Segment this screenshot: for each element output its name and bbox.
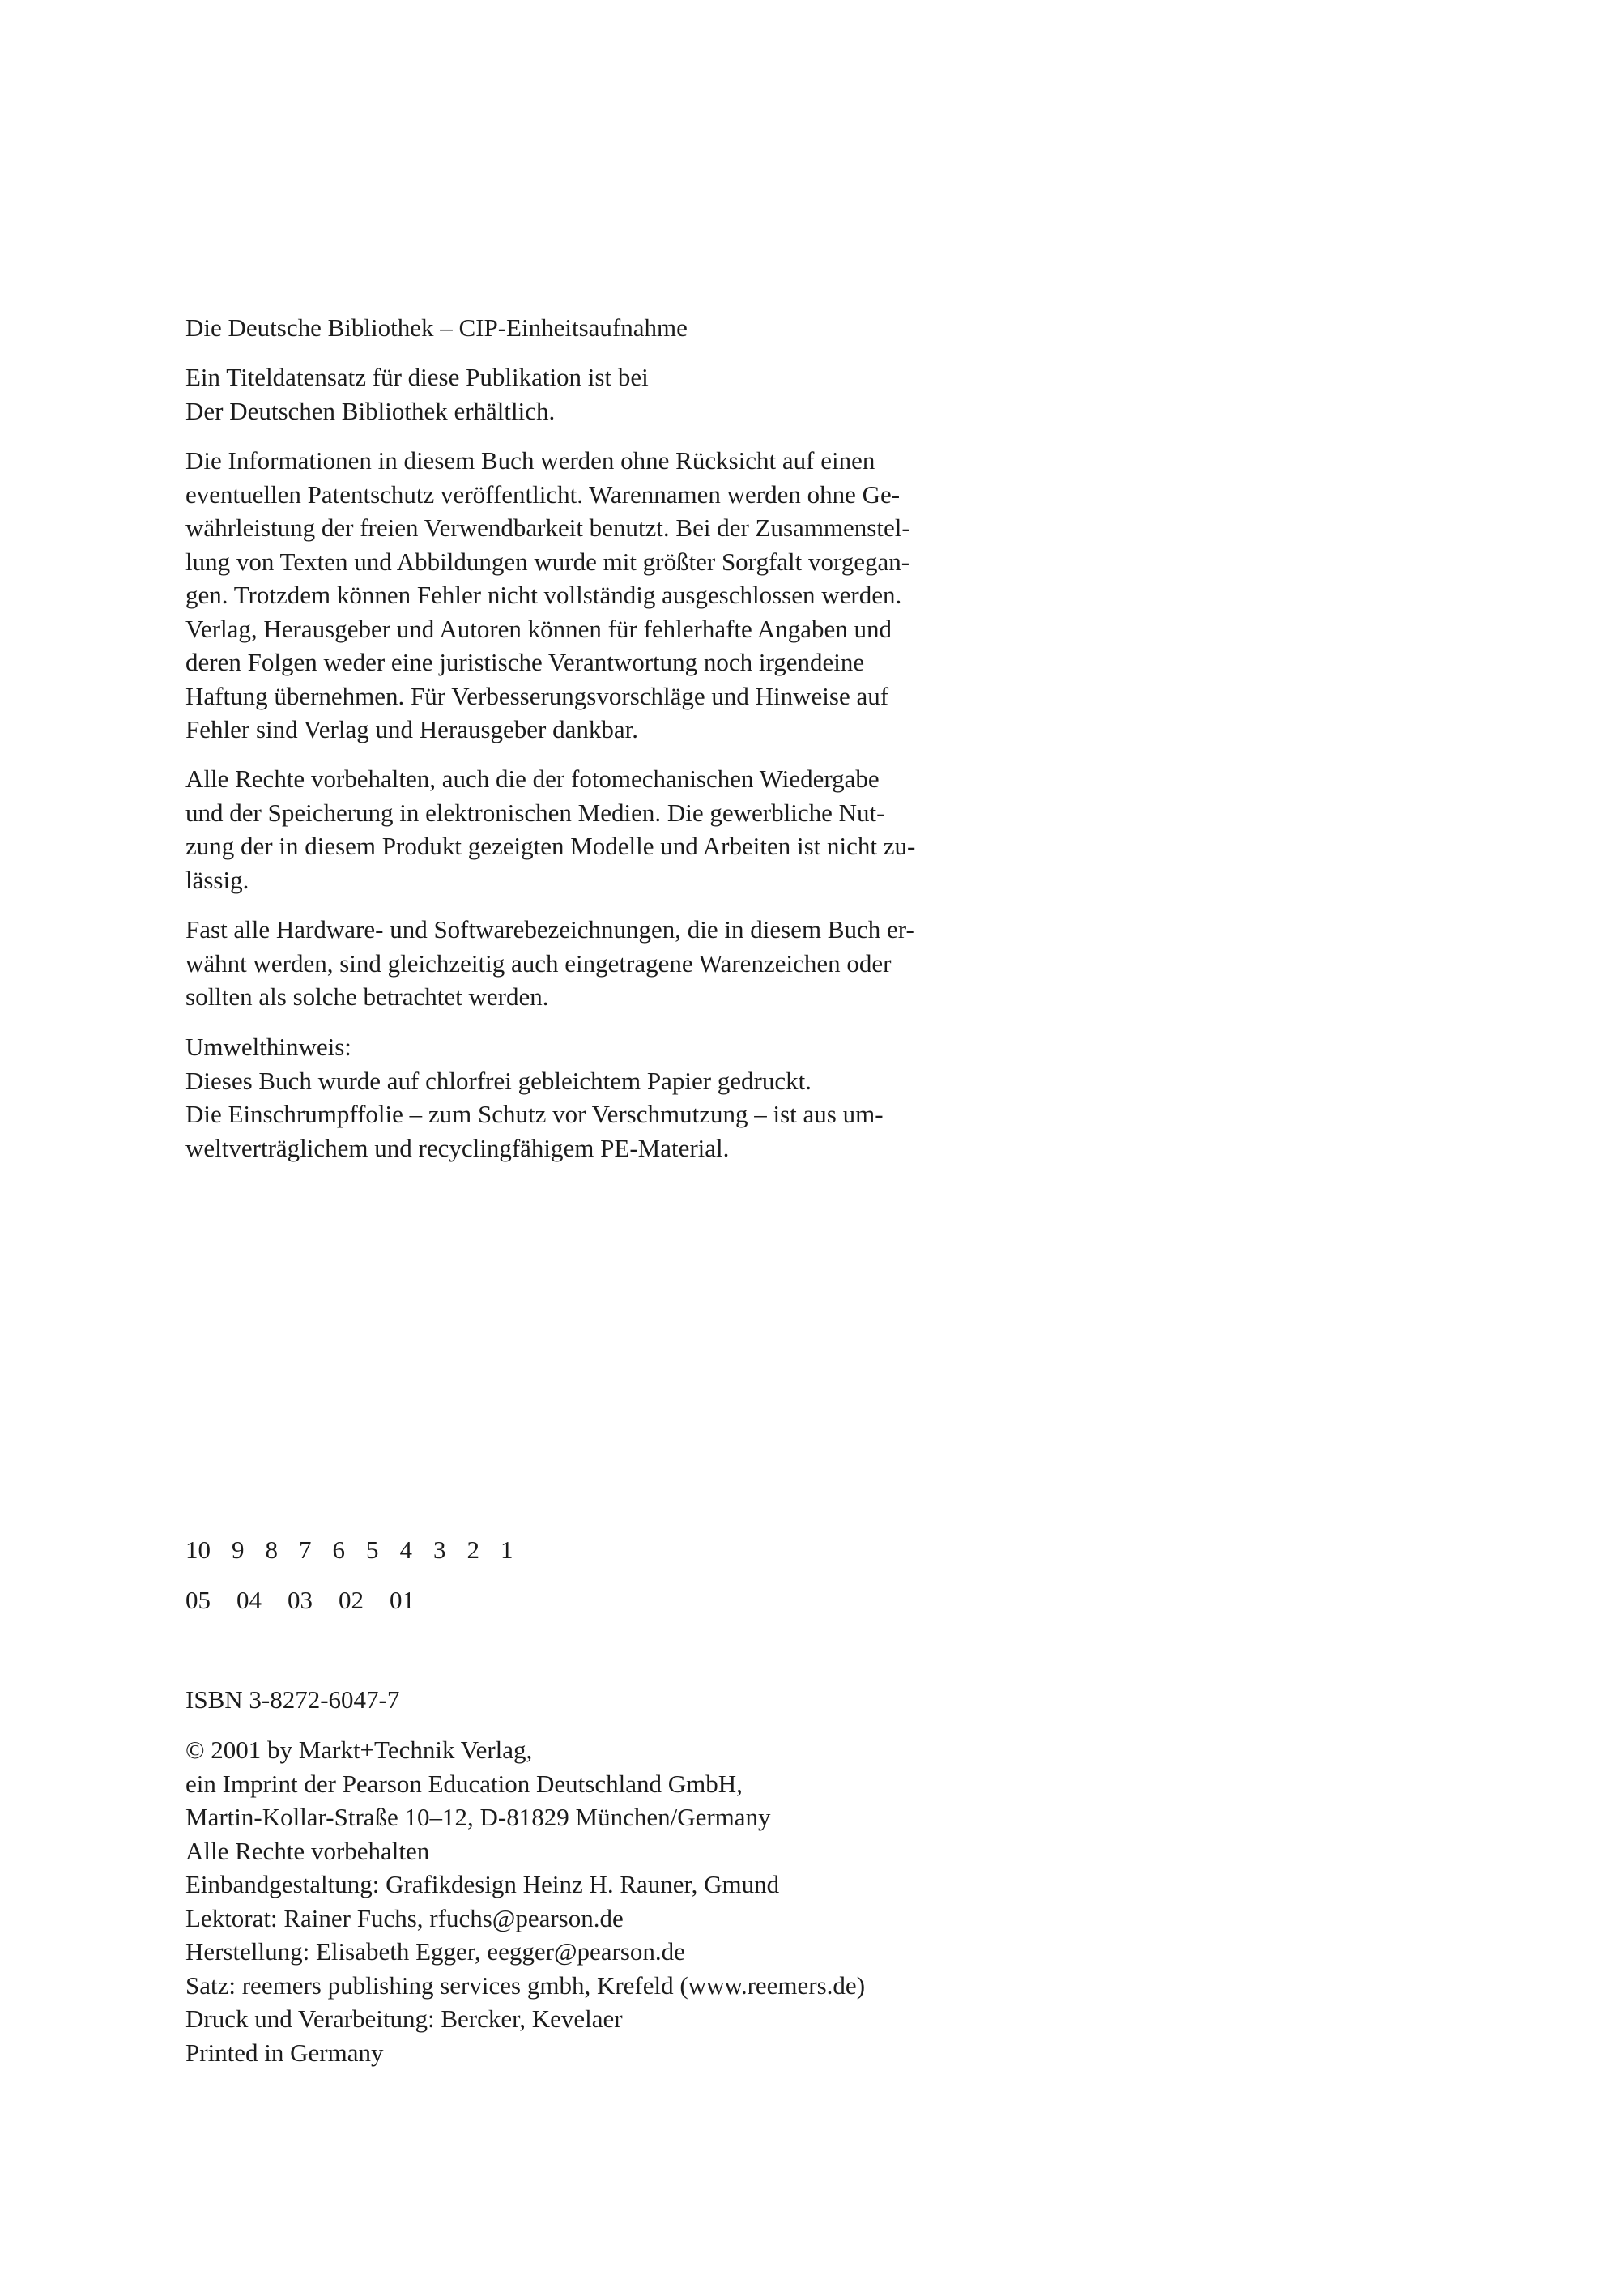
print-years (185, 1583, 1036, 1617)
trademarks-line: wähnt werden, sind gleichzeitig auch eingetragene Warenzeichen oder (185, 948, 892, 978)
cip-notice (185, 360, 1036, 428)
rights-line: zung der in diesem Produkt gezeigten Modelle und Arbeiten ist nicht zu- (185, 832, 916, 860)
editor-line: Lektorat: Rainer Fuchs, rfuchs@pearson.de (185, 1903, 624, 1932)
print-run-numbers (185, 1533, 1036, 1567)
cover-design-line: Einbandgestaltung: Grafikdesign Heinz H. Rauner, Gmund (185, 1870, 780, 1898)
rights-line: und der Speicherung in elektronischen Medien. Die gewerbliche Nut- (185, 798, 885, 827)
printed-in-line: Printed in Germany (185, 2038, 384, 2067)
environment-line: Dieses Buch wurde auf chlorfrei gebleichtem Papier gedruckt. (185, 1066, 812, 1095)
disclaimer-line: Verlag, Herausgeber und Autoren können für fehlerhafte Angaben und (185, 614, 892, 643)
disclaimer-line: gen. Trotzdem können Fehler nicht vollständig ausgeschlossen werden. (185, 581, 902, 609)
trademarks-paragraph (185, 913, 1036, 1014)
cip-heading-block (185, 311, 1036, 345)
disclaimer-line: Die Informationen in diesem Buch werden ohne Rücksicht auf einen (185, 446, 875, 475)
disclaimer-line: Fehler sind Verlag und Herausgeber dankbar. (185, 715, 638, 743)
cip-line: Der Deutschen Bibliothek erhältlich. (185, 396, 556, 425)
trademarks-line: Fast alle Hardware- und Softwarebezeichnungen, die in diesem Buch er- (185, 915, 914, 944)
isbn-block (185, 1683, 1036, 1717)
print-year: 01 (390, 1586, 415, 1614)
disclaimer-line: Haftung übernehmen. Für Verbesserungsvorschläge und Hinweise auf (185, 681, 889, 710)
print-year: 05 (185, 1586, 211, 1614)
print-run-number: 4 (399, 1536, 412, 1564)
cip-line: Ein Titeldatensatz für diese Publikation ist bei (185, 363, 649, 391)
print-run-number: 6 (332, 1536, 345, 1564)
cip-heading: Die Deutsche Bibliothek – CIP-Einheitsaufnahme (185, 313, 688, 342)
print-run-number: 1 (501, 1536, 513, 1564)
typesetting-line: Satz: reemers publishing services gmbh, Krefeld (www.reemers.de) (185, 1970, 866, 2000)
printing-line: Druck und Verarbeitung: Bercker, Kevelaer (185, 2004, 623, 2033)
rights-line: lässig. (185, 865, 249, 894)
print-run-number: 10 (185, 1536, 211, 1564)
environment-line: Die Einschrumpffolie – zum Schutz vor Verschmutzung – ist aus um- (185, 1100, 884, 1128)
environment-paragraph (185, 1030, 1036, 1165)
print-run-number: 9 (232, 1536, 245, 1564)
disclaimer-line: lung von Texten und Abbildungen wurde mit größter Sorgfalt vorgegan- (185, 547, 910, 576)
print-run-number: 8 (265, 1536, 278, 1564)
print-run-number: 3 (433, 1536, 446, 1564)
disclaimer-line: eventuellen Patentschutz veröffentlicht. Warennamen werden ohne Ge- (185, 479, 901, 509)
print-run-number: 2 (466, 1536, 479, 1564)
rights-line: Alle Rechte vorbehalten, auch die der fotomechanischen Wiedergabe (185, 765, 880, 793)
isbn: ISBN 3-8272-6047-7 (185, 1685, 400, 1714)
print-year: 03 (288, 1586, 313, 1614)
print-run-number: 7 (299, 1536, 312, 1564)
copyright-line: © 2001 by Markt+Technik Verlag, (185, 1736, 533, 1764)
address-line: Martin-Kollar-Straße 10–12, D-81829 München/Germany (185, 1803, 771, 1831)
print-year: 02 (339, 1586, 364, 1614)
publisher-line: ein Imprint der Pearson Education Deutschland GmbH, (185, 1769, 743, 1798)
publisher-imprint (185, 1733, 1036, 2069)
print-run-number: 5 (366, 1536, 379, 1564)
rights-reserved-line: Alle Rechte vorbehalten (185, 1836, 430, 1865)
rights-paragraph (185, 762, 1036, 897)
print-year: 04 (236, 1586, 262, 1614)
disclaimer-line: währleistung der freien Verwendbarkeit benutzt. Bei der Zusammenstel- (185, 513, 910, 542)
environment-line: weltverträglichem und recyclingfähigem PE-Material. (185, 1133, 730, 1162)
disclaimer-line: deren Folgen weder eine juristische Verantwortung noch irgendeine (185, 648, 865, 676)
production-line: Herstellung: Elisabeth Egger, eegger@pearson.de (185, 1937, 685, 1966)
disclaimer-paragraph (185, 444, 1036, 747)
environment-line: Umwelthinweis: (185, 1033, 351, 1061)
trademarks-line: sollten als solche betrachtet werden. (185, 982, 549, 1011)
